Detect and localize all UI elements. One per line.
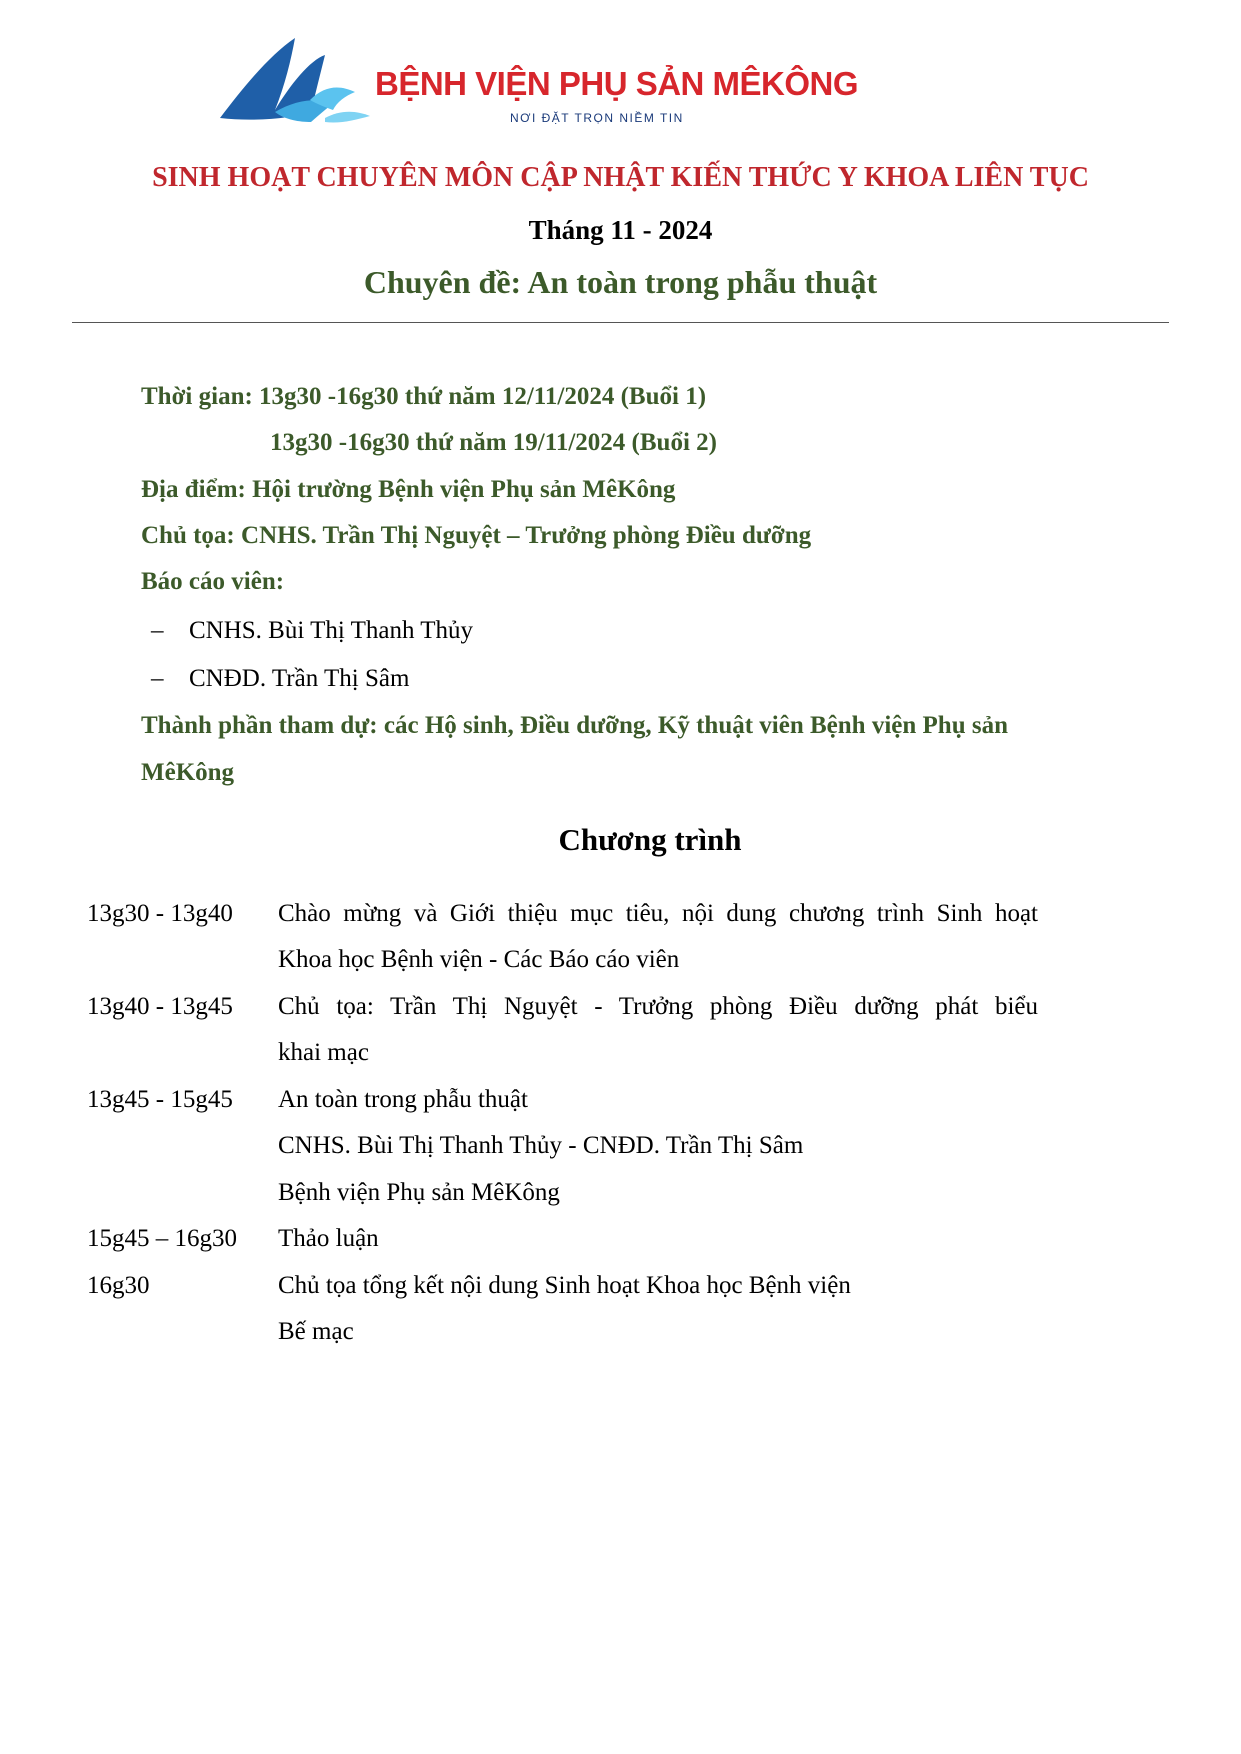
time-line-2: 13g30 -16g30 thứ năm 19/11/2024 (Buổi 2) [270, 429, 717, 456]
speaker-name: CNHS. Bùi Thị Thanh Thủy [189, 617, 474, 644]
program-description: CNHS. Bùi Thị Thanh Thủy - CNĐD. Trần Thị Sâm [278, 1132, 804, 1159]
program-time: 13g30 - 13g40 [87, 900, 233, 927]
program-description: khai mạc [278, 1039, 369, 1066]
program-description: Thảo luận [278, 1225, 379, 1252]
attendees-line-1: Thành phần tham dự: các Hộ sinh, Điều dưỡng, Kỹ thuật viên Bệnh viện Phụ sản [141, 712, 1008, 739]
program-description: Chào mừng và Giới thiệu mục tiêu, nội dung chương trình Sinh hoạt [278, 900, 1038, 927]
document-title: SINH HOẠT CHUYÊN MÔN CẬP NHẬT KIẾN THỨC Y KHOA LIÊN TỤC [152, 162, 1089, 193]
location-line: Địa điểm: Hội trường Bệnh viện Phụ sản MêKông [141, 476, 676, 503]
program-title: Chương trình [558, 822, 742, 857]
program-description: Bế mạc [278, 1318, 354, 1345]
hospital-logo [215, 30, 859, 130]
speakers-label: Báo cáo viên: [141, 568, 285, 595]
logo-mark-icon [215, 30, 375, 130]
program-description: Chủ tọa tổng kết nội dung Sinh hoạt Khoa học Bệnh viện [278, 1272, 851, 1299]
speaker-item [151, 617, 473, 645]
header-divider [72, 322, 1169, 323]
program-time: 15g45 – 16g30 [87, 1225, 237, 1252]
logo-hospital-name: BỆNH VIỆN PHỤ SẢN MÊKÔNG [375, 65, 859, 102]
program-description: An toàn trong phẫu thuật [278, 1086, 528, 1113]
attendees-line-2: MêKông [141, 759, 235, 786]
program-time: 13g45 - 15g45 [87, 1086, 233, 1113]
list-dash: – [151, 665, 164, 692]
list-dash: – [151, 617, 164, 644]
program-description: Khoa học Bệnh viện - Các Báo cáo viên [278, 946, 680, 973]
logo-tagline: NƠI ĐẶT TRỌN NIỀM TIN [510, 111, 684, 125]
program-description: Bệnh viện Phụ sản MêKông [278, 1179, 560, 1206]
program-time: 16g30 [87, 1272, 150, 1299]
document-topic: Chuyên đề: An toàn trong phẫu thuật [363, 264, 878, 300]
speaker-item [151, 665, 409, 693]
speaker-name: CNĐD. Trần Thị Sâm [189, 665, 410, 692]
program-description: Chủ tọa: Trần Thị Nguyệt - Trưởng phòng Điều dưỡng phát biểu [278, 993, 1038, 1020]
document-month: Tháng 11 - 2024 [528, 215, 713, 245]
program-time: 13g40 - 13g45 [87, 993, 233, 1020]
chair-line: Chủ tọa: CNHS. Trần Thị Nguyệt – Trưởng phòng Điều dưỡng [141, 522, 812, 549]
time-line-1: Thời gian: 13g30 -16g30 thứ năm 12/11/2024 (Buổi 1) [141, 383, 707, 410]
